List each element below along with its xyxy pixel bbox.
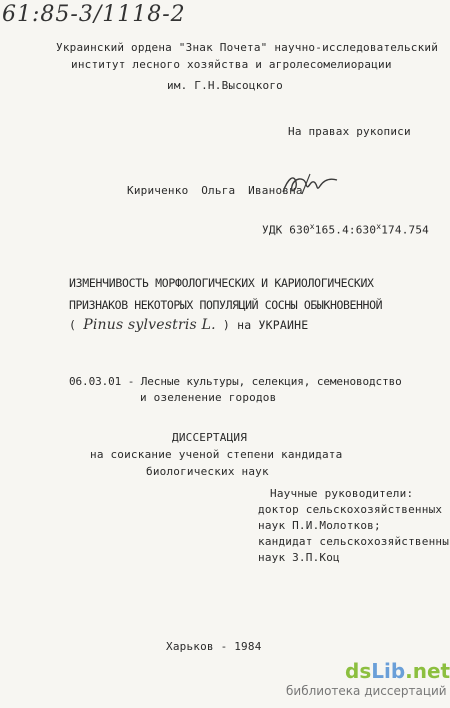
watermark-lib: Lib [371, 659, 406, 683]
title-open-paren: ( [69, 318, 77, 332]
title-line-1: ИЗМЕНЧИВОСТЬ МОРФОЛОГИЧЕСКИХ И КАРИОЛОГИЧЕСКИХ [69, 276, 374, 290]
supervisor-line-1: доктор сельскохозяйственных [258, 503, 443, 516]
udc-part-1: 630 [289, 223, 310, 237]
rights-notice: На правах рукописи [288, 125, 411, 138]
udc-prefix: УДК [262, 223, 283, 237]
latin-species-name: Pinus sylvestris L. [83, 317, 216, 333]
supervisor-line-4: наук З.П.Коц [258, 551, 340, 564]
udc-sup-2: x [376, 222, 382, 231]
institute-line-2: институт лесного хозяйства и агролесомелиорации [71, 58, 392, 71]
title-line-3 [69, 318, 308, 332]
specialty-line-2: и озеленение городов [140, 391, 277, 404]
institute-line-3: им. Г.Н.Высоцкого [167, 79, 283, 92]
author-signature [280, 170, 340, 200]
author-name: Кириченко Ольга Ивановна [127, 184, 303, 197]
title-rest: на УКРАИНЕ [237, 318, 309, 332]
dissertation-line-1: на соискание ученой степени кандидата [90, 448, 343, 461]
title-close-paren: ) [222, 318, 230, 332]
watermark-logo [345, 659, 450, 683]
supervisor-line-2: наук П.И.Молотков; [258, 519, 381, 532]
supervisors-heading: Научные руководители: [270, 487, 414, 500]
udc-code [262, 220, 429, 238]
handwritten-reference: 61:85-3/1118-2 [2, 2, 186, 27]
supervisor-line-3: кандидат сельскохозяйственны [258, 535, 450, 548]
udc-sup-1: x [309, 222, 315, 231]
specialty-line-1: 06.03.01 - Лесные культуры, селекция, семеноводство [69, 375, 402, 388]
title-line-2: ПРИЗНАКОВ НЕКОТОРЫХ ПОПУЛЯЦИЙ СОСНЫ ОБЫКНОВЕННОЙ [69, 298, 383, 312]
udc-part-3: 174.754 [381, 223, 429, 237]
watermark-subtitle: библиотека диссертаций [286, 684, 447, 698]
udc-part-2: 165.4:630 [314, 223, 377, 237]
watermark-net: .net [405, 659, 450, 683]
dissertation-label: ДИССЕРТАЦИЯ [172, 431, 248, 444]
institute-line-1: Украинский ордена "Знак Почета" научно-исследовательский [56, 41, 439, 54]
watermark-ds: ds [345, 659, 372, 683]
dissertation-line-2: биологических наук [146, 465, 269, 478]
place-year: Харьков - 1984 [166, 640, 262, 653]
